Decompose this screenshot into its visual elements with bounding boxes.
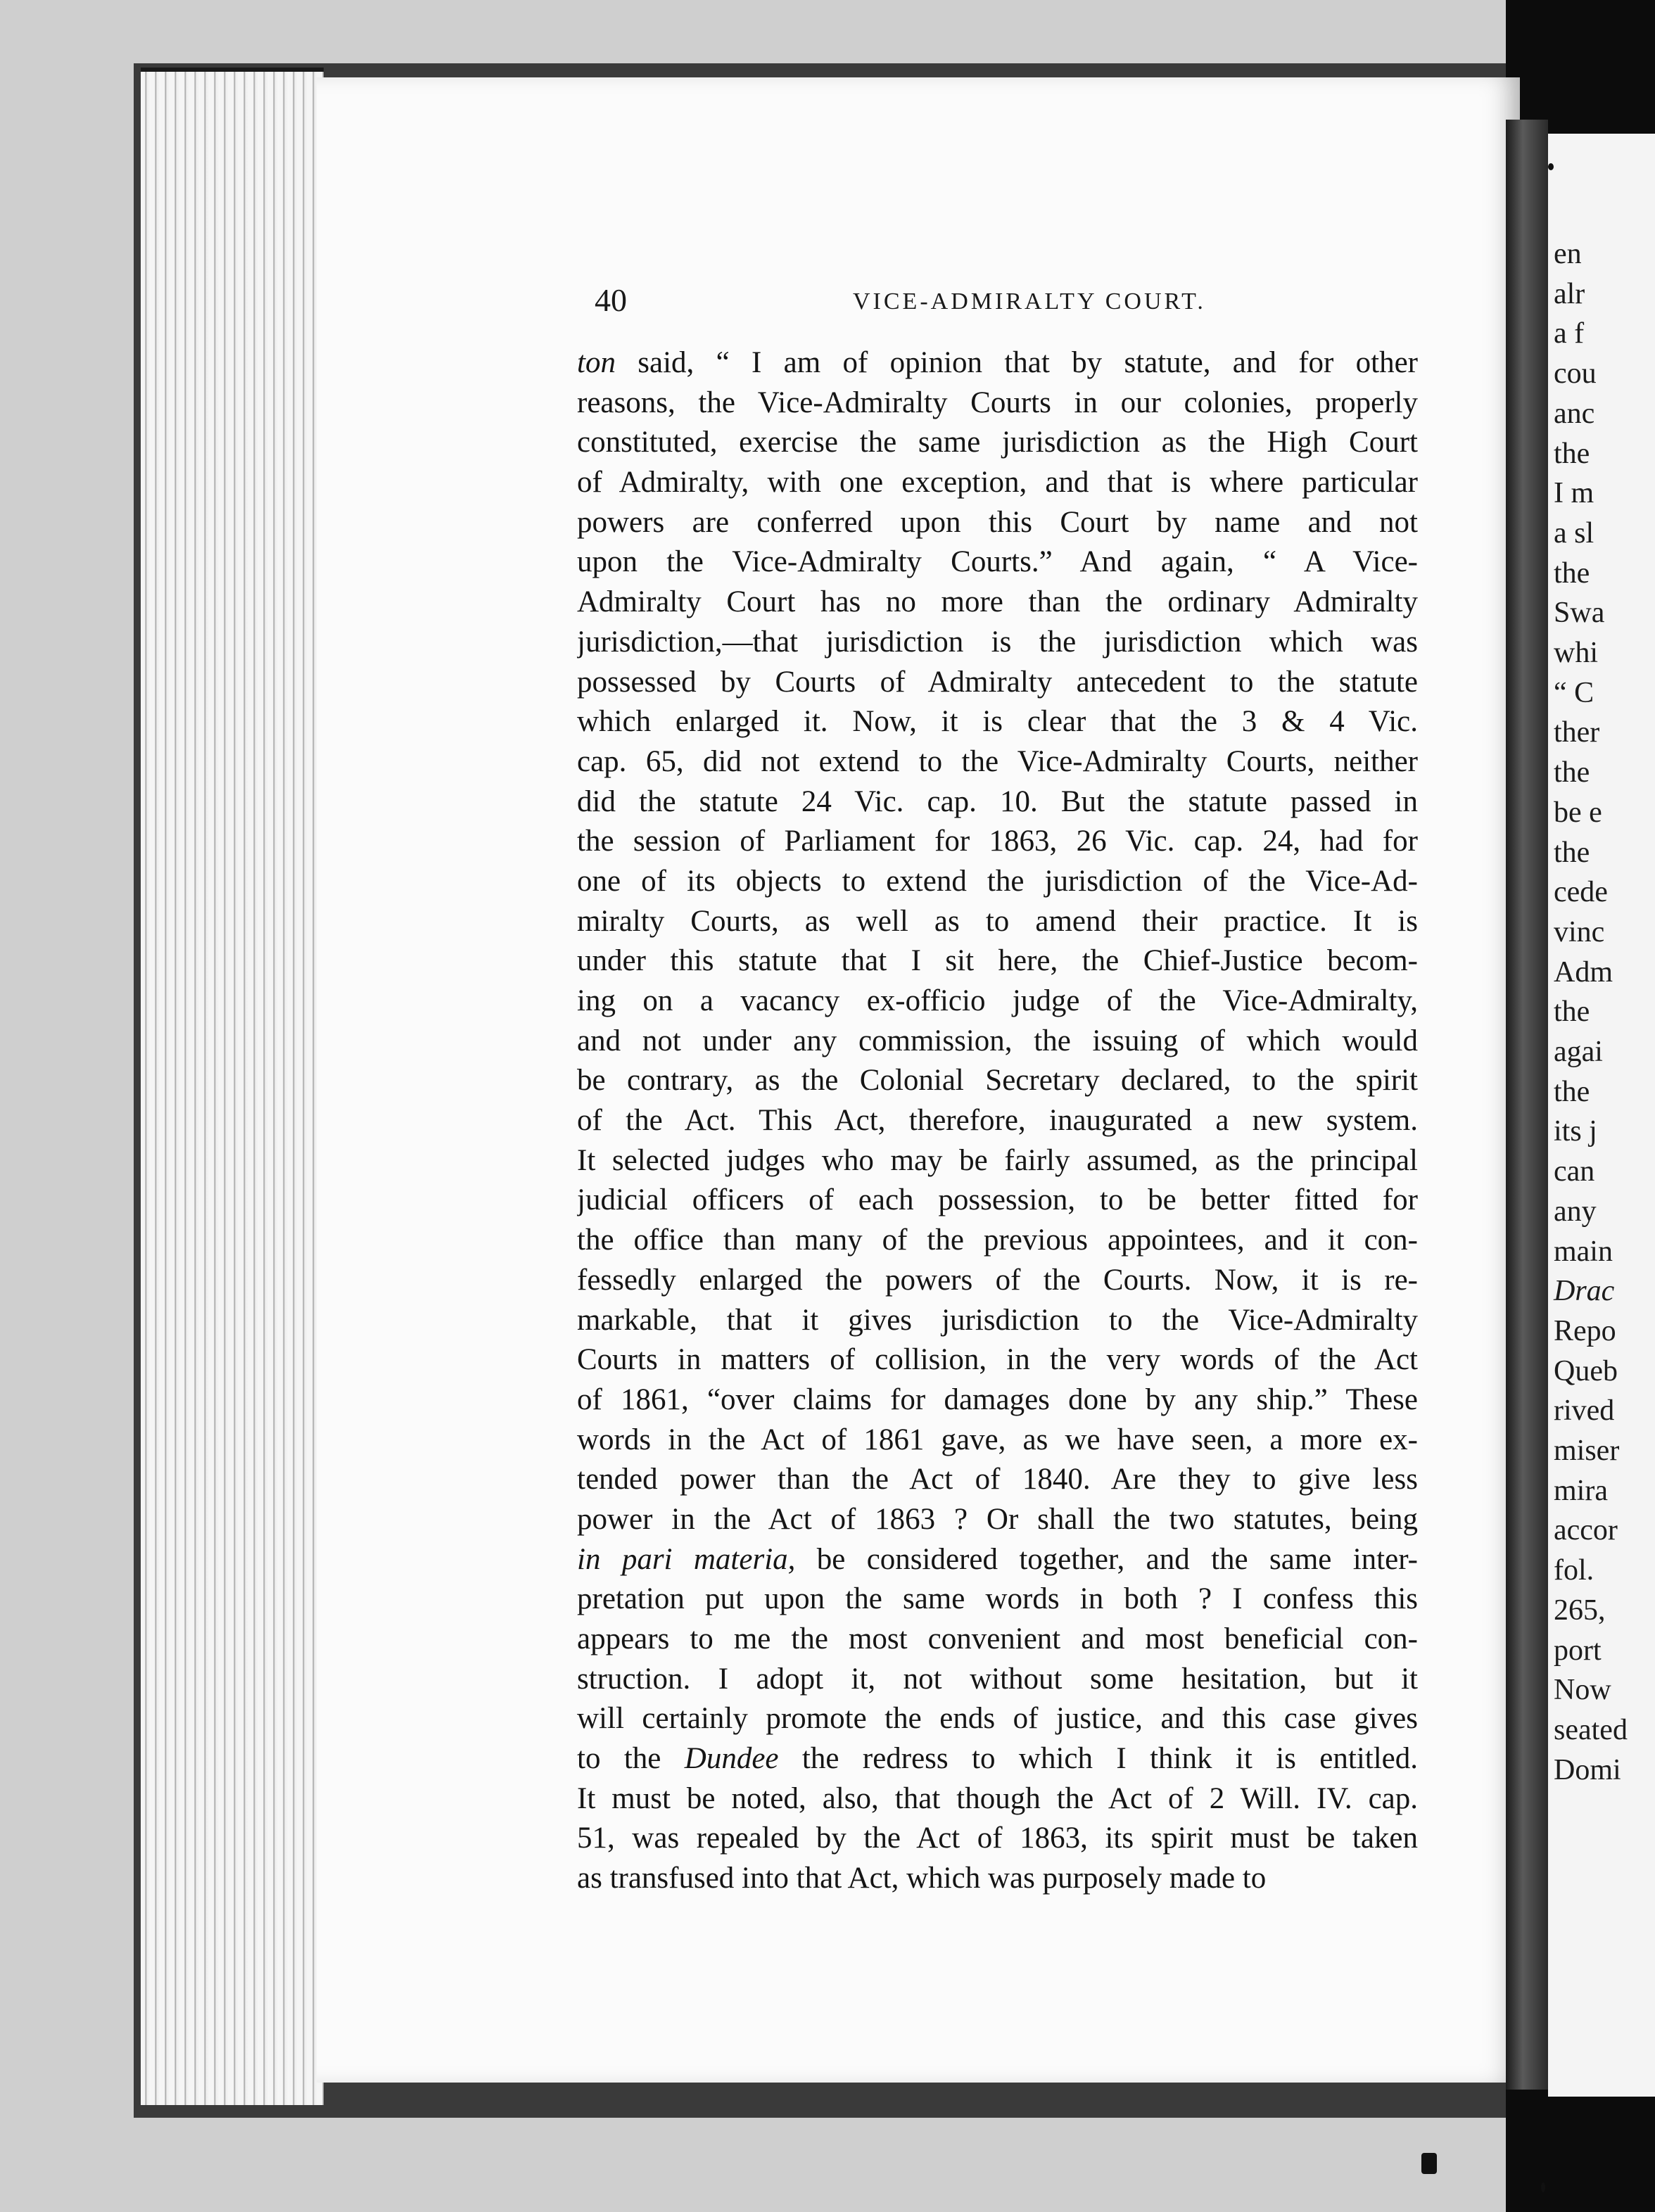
text-line: be contrary, as the Colonial Secretary declared, to the spirit	[577, 1064, 1418, 1098]
facing-page-fragment: its j	[1554, 1115, 1597, 1148]
facing-page-fragment: main	[1554, 1235, 1613, 1268]
scan-speck	[1421, 2153, 1437, 2174]
facing-page-fragment: port	[1554, 1634, 1602, 1667]
text-line: miralty Courts, as well as to amend their practice. It is	[577, 904, 1418, 938]
text-line: cap. 65, did not extend to the Vice-Admiralty Courts, neither	[577, 744, 1418, 778]
text-line: of the Act. This Act, therefore, inaugurated a new system.	[577, 1104, 1418, 1138]
facing-page-fragment: anc	[1554, 397, 1595, 430]
text-line: It selected judges who may be fairly assumed, as the principal	[577, 1143, 1418, 1177]
facing-page-fragment: the	[1554, 437, 1590, 470]
scan-speck	[1548, 163, 1554, 170]
running-head	[595, 283, 1337, 325]
facing-page-fragment: can	[1554, 1155, 1595, 1188]
text-line: under this statute that I sit here, the Chief-Justice becom-	[577, 944, 1418, 978]
facing-page-fragment: vinc	[1554, 915, 1605, 948]
text-line: 51, was repealed by the Act of 1863, its spirit must be taken	[577, 1822, 1418, 1855]
book-gutter	[1506, 120, 1548, 2090]
text-line: the office than many of the previous appointees, and it con-	[577, 1223, 1418, 1257]
facing-page-fragment: the	[1554, 1075, 1590, 1108]
facing-page-fragment: mira	[1554, 1474, 1608, 1507]
text-line: appears to me the most convenient and most beneficial con-	[577, 1622, 1418, 1655]
facing-page-fragment: ther	[1554, 716, 1600, 749]
text-line: possessed by Courts of Admiralty antecedent to the statute	[577, 665, 1418, 699]
text-line: one of its objects to extend the jurisdiction of the Vice-Ad-	[577, 864, 1418, 898]
facing-page-fragment: a f	[1554, 317, 1585, 350]
text-line: constituted, exercise the same jurisdiction as the High Court	[577, 426, 1418, 459]
facing-page	[1548, 134, 1655, 2097]
text-line: did the statute 24 Vic. cap. 10. But the statute passed in	[577, 784, 1418, 818]
facing-page-fragment: seated	[1554, 1713, 1628, 1746]
running-head-title: VICE-ADMIRALTY COURT.	[853, 288, 1206, 314]
text-line: and not under any commission, the issuing of which would	[577, 1024, 1418, 1057]
text-line: which enlarged it. Now, it is clear that the 3 & 4 Vic.	[577, 705, 1418, 739]
facing-page-fragment: a sl	[1554, 516, 1594, 549]
text-line: of Admiralty, with one exception, and that is where particular	[577, 466, 1418, 500]
text-line: upon the Vice-Admiralty Courts.” And again, “ A Vice-	[577, 545, 1418, 579]
facing-page-fragment: Adm	[1554, 955, 1613, 989]
facing-page-fragment: 265,	[1554, 1594, 1606, 1627]
text-line: markable, that it gives jurisdiction to the Vice-Admiralty	[577, 1303, 1418, 1337]
scan-speck	[1541, 2182, 1545, 2192]
facing-page-fragment: miser	[1554, 1435, 1620, 1467]
facing-page-fragment: fol.	[1554, 1554, 1594, 1587]
text-line: to the Dundee the redress to which I think it is entitled.	[577, 1742, 1418, 1776]
facing-page-fragment: Drac	[1554, 1275, 1615, 1308]
facing-page-fragment: Swa	[1554, 597, 1605, 630]
facing-page-fragment: agai	[1554, 1036, 1603, 1068]
page-edges	[141, 68, 324, 2105]
facing-page-fragment: any	[1554, 1195, 1597, 1228]
text-line: the session of Parliament for 1863, 26 Vic. cap. 24, had for	[577, 825, 1418, 858]
text-line: Courts in matters of collision, in the very words of the Act	[577, 1343, 1418, 1377]
text-line: powers are conferred upon this Court by name and not	[577, 505, 1418, 539]
text-line: will certainly promote the ends of justice, and this case gives	[577, 1702, 1418, 1736]
text-line: ing on a vacancy ex-officio judge of the Vice-Admiralty,	[577, 984, 1418, 1017]
text-line: ton said, “ I am of opinion that by statute, and for other	[577, 346, 1418, 379]
facing-page-fragment: accor	[1554, 1514, 1618, 1547]
facing-page-fragment: be e	[1554, 796, 1602, 829]
facing-page-fragment: Queb	[1554, 1354, 1618, 1387]
facing-page-fragment: the	[1554, 756, 1590, 789]
text-line: pretation put upon the same words in both ? I confess this	[577, 1582, 1418, 1616]
text-line: Admiralty Court has no more than the ordinary Admiralty	[577, 585, 1418, 619]
facing-page-fragment: Domi	[1554, 1753, 1621, 1786]
facing-page-fragment: Now	[1554, 1674, 1611, 1707]
text-line: words in the Act of 1861 gave, as we have seen, a more ex-	[577, 1423, 1418, 1456]
text-line: tended power than the Act of 1840. Are they to give less	[577, 1463, 1418, 1496]
text-line: of 1861, “over claims for damages done by any ship.” These	[577, 1382, 1418, 1416]
text-line: jurisdiction,—that jurisdiction is the jurisdiction which was	[577, 625, 1418, 659]
facing-page-fragment: Repo	[1554, 1314, 1616, 1347]
facing-page-fragment: I m	[1554, 477, 1594, 510]
page-number: 40	[595, 282, 627, 318]
facing-page-fragment: the	[1554, 557, 1590, 590]
facing-page-fragment: whi	[1554, 637, 1598, 669]
text-line: reasons, the Vice-Admiralty Courts in our colonies, properly	[577, 386, 1418, 419]
facing-page-fragment: cou	[1554, 357, 1597, 390]
facing-page-fragment: en	[1554, 238, 1582, 270]
facing-page-fragment: the	[1554, 836, 1590, 869]
body-text	[577, 343, 1418, 1899]
text-line: struction. I adopt it, not without some hesitation, but it	[577, 1662, 1418, 1696]
text-line: power in the Act of 1863 ? Or shall the two statutes, being	[577, 1502, 1418, 1536]
text-line: It must be noted, also, that though the Act of 2 Will. IV. cap.	[577, 1781, 1418, 1815]
facing-page-fragment: rived	[1554, 1394, 1615, 1428]
text-line: as transfused into that Act, which was purposely made to	[577, 1862, 1267, 1895]
facing-page-fragment: “ C	[1554, 676, 1594, 709]
text-line: in pari materia, be considered together, and the same inter-	[577, 1542, 1418, 1576]
facing-page-fragment: the	[1554, 996, 1590, 1029]
facing-page-fragment: cede	[1554, 876, 1608, 909]
facing-page-fragment: alr	[1554, 277, 1585, 310]
text-line: judicial officers of each possession, to be better fitted for	[577, 1183, 1418, 1217]
text-line: fessedly enlarged the powers of the Courts. Now, it is re-	[577, 1263, 1418, 1297]
